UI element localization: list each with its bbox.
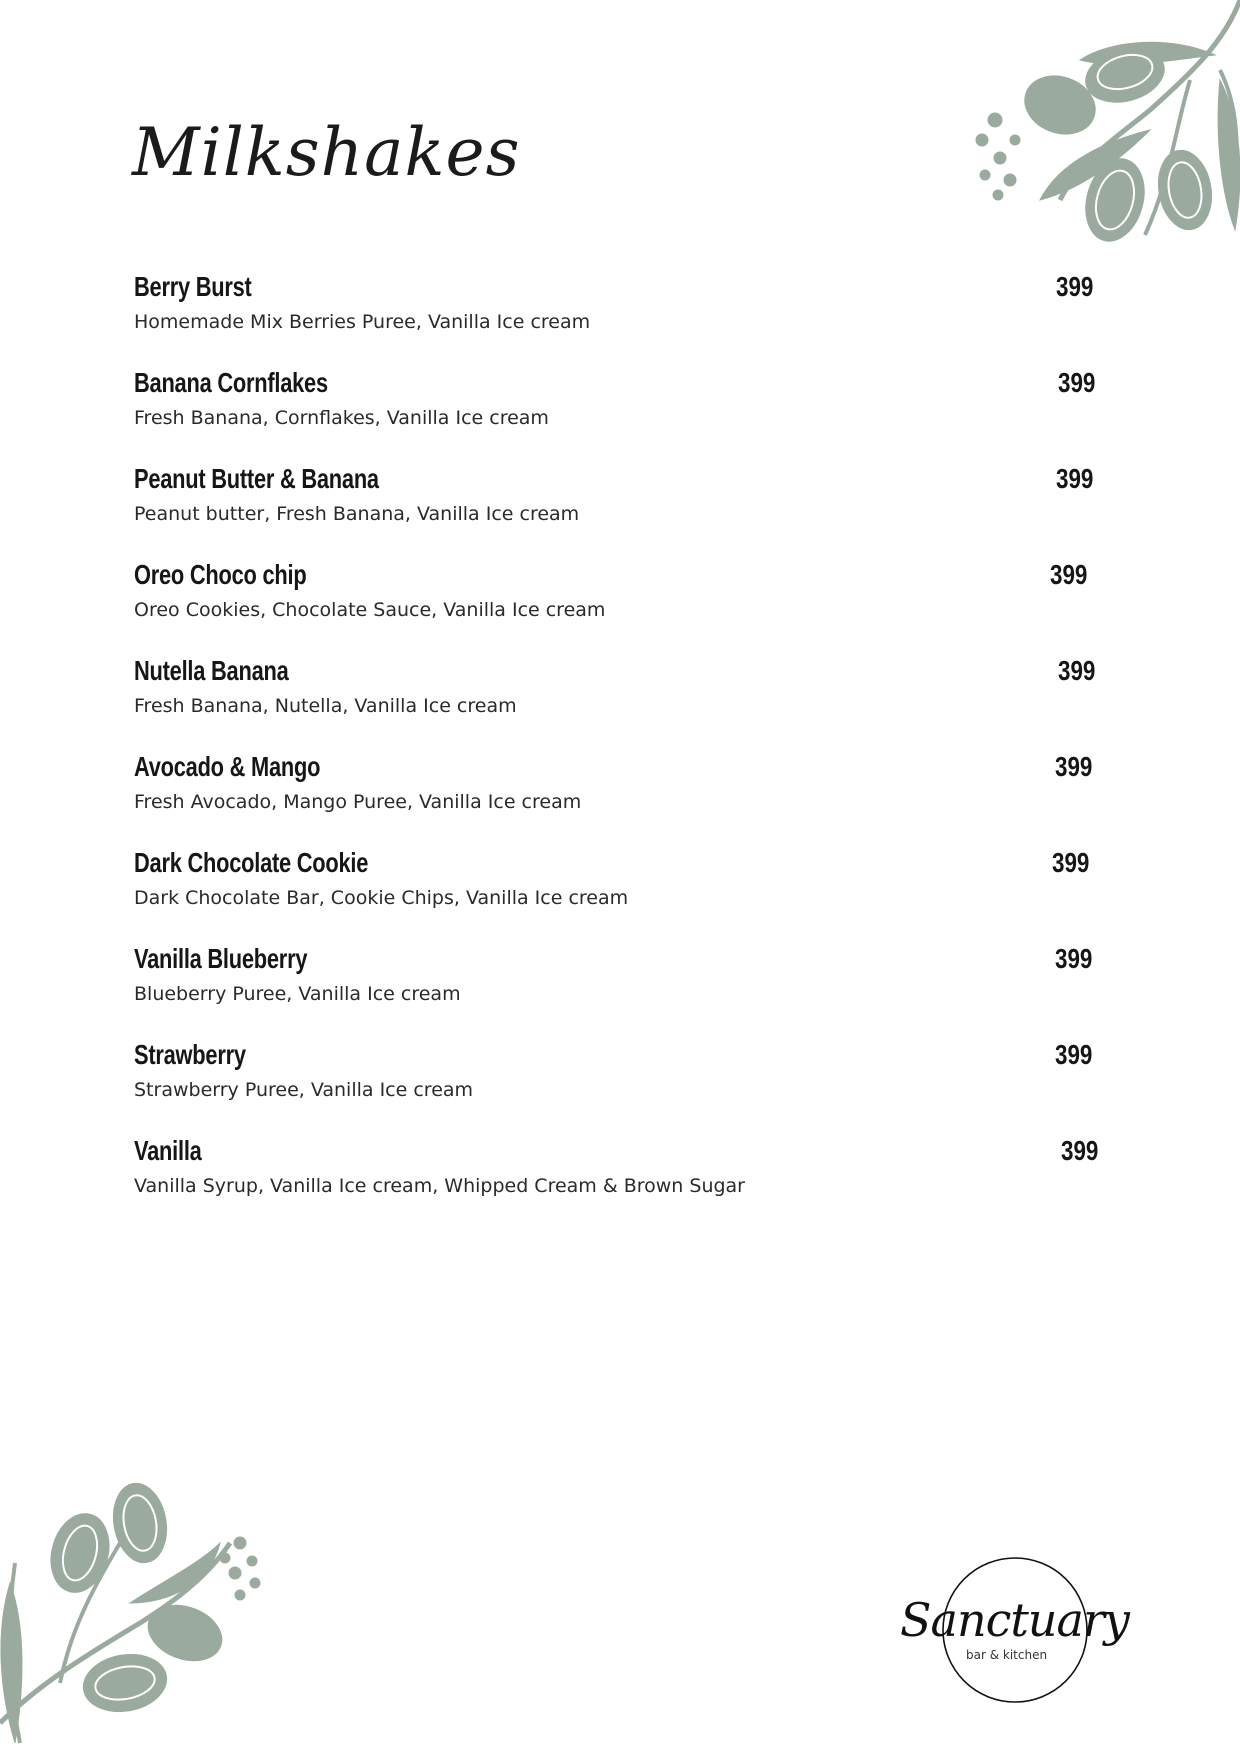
item-price: 399 <box>1058 655 1096 686</box>
item-description: Homemade Mix Berries Puree, Vanilla Ice cream <box>134 311 591 333</box>
item-name: Banana Cornflakes <box>134 367 328 398</box>
menu-list <box>134 270 1114 1230</box>
item-price: 399 <box>1058 367 1096 398</box>
item-price: 399 <box>1056 463 1094 494</box>
item-name: Vanilla Blueberry <box>134 943 308 974</box>
item-description: Dark Chocolate Bar, Cookie Chips, Vanilla Ice cream <box>134 887 629 909</box>
menu-item <box>134 942 1114 1038</box>
logo-wordmark: Sanctuary <box>900 1593 1129 1647</box>
brand-logo <box>900 1555 1129 1715</box>
item-name: Berry Burst <box>134 271 252 302</box>
item-price: 399 <box>1052 847 1090 878</box>
item-description: Oreo Cookies, Chocolate Sauce, Vanilla Ice cream <box>134 599 606 621</box>
menu-item <box>134 462 1114 558</box>
item-name: Peanut Butter & Banana <box>134 463 379 494</box>
item-description: Vanilla Syrup, Vanilla Ice cream, Whipped Cream & Brown Sugar <box>134 1175 745 1197</box>
item-description: Peanut butter, Fresh Banana, Vanilla Ice cream <box>134 503 580 525</box>
menu-item <box>134 1038 1114 1134</box>
item-description: Fresh Banana, Nutella, Vanilla Ice cream <box>134 695 517 717</box>
menu-item <box>134 1134 1114 1230</box>
item-price: 399 <box>1056 271 1094 302</box>
item-price: 399 <box>1055 751 1093 782</box>
item-name: Vanilla <box>134 1135 202 1166</box>
item-description: Fresh Banana, Cornflakes, Vanilla Ice cream <box>134 407 549 429</box>
item-name: Nutella Banana <box>134 655 289 686</box>
item-price: 399 <box>1055 1039 1093 1070</box>
item-price: 399 <box>1061 1135 1099 1166</box>
item-name: Dark Chocolate Cookie <box>134 847 369 878</box>
menu-item <box>134 750 1114 846</box>
botanical-illustration-top <box>940 0 1240 270</box>
item-name: Avocado & Mango <box>134 751 321 782</box>
menu-item <box>134 846 1114 942</box>
item-name: Strawberry <box>134 1039 246 1070</box>
item-description: Fresh Avocado, Mango Puree, Vanilla Ice cream <box>134 791 582 813</box>
item-description: Blueberry Puree, Vanilla Ice cream <box>134 983 461 1005</box>
item-price: 399 <box>1055 943 1093 974</box>
menu-item <box>134 654 1114 750</box>
item-description: Strawberry Puree, Vanilla Ice cream <box>134 1079 474 1101</box>
menu-item <box>134 270 1114 366</box>
menu-item <box>134 558 1114 654</box>
page-title: Milkshakes <box>132 114 521 191</box>
botanical-illustration-bottom <box>0 1483 300 1753</box>
item-price: 399 <box>1050 559 1088 590</box>
item-name: Oreo Choco chip <box>134 559 307 590</box>
menu-item <box>134 366 1114 462</box>
logo-tagline: bar & kitchen <box>966 1648 1048 1662</box>
